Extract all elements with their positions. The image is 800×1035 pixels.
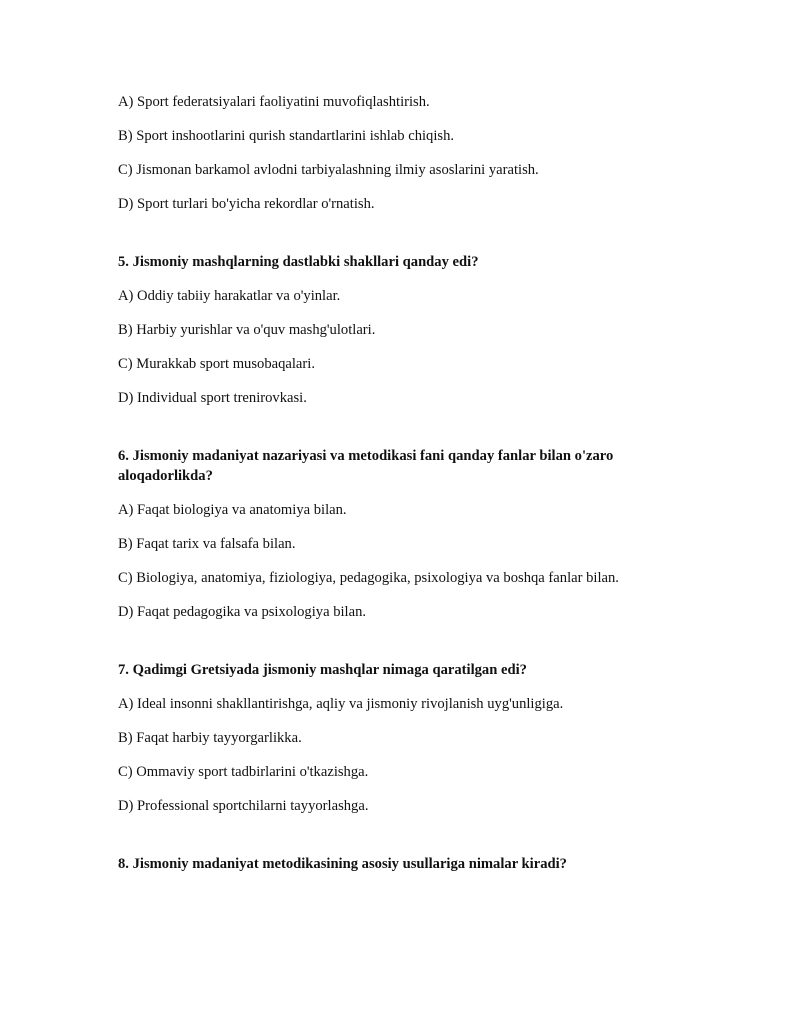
option-b: B) Harbiy yurishlar va o'quv mashg'ulotlari. [118,322,376,338]
option-a: A) Sport federatsiyalari faoliyatini muvofiqlashtirish. [118,94,430,110]
option-b: B) Faqat harbiy tayyorgarlikka. [118,730,302,746]
option-a: A) Faqat biologiya va anatomiya bilan. [118,502,347,518]
question-5-text: 5. Jismoniy mashqlarning dastlabki shakllari qanday edi? [118,254,479,270]
question-5 [118,252,678,408]
question-6-text: 6. Jismoniy madaniyat nazariyasi va metodikasi fani qanday fanlar bilan o'zaro aloqadorlikda? [118,448,614,484]
question-4-options [118,92,678,214]
option-a: A) Ideal insonni shakllantirishga, aqliy va jismoniy rivojlanish uyg'unligiga. [118,696,564,712]
option-c: C) Biologiya, anatomiya, fiziologiya, pedagogika, psixologiya va boshqa fanlar bilan. [118,570,619,586]
document-page [118,92,678,888]
question-6 [118,446,678,622]
option-d: D) Faqat pedagogika va psixologiya bilan. [118,604,367,620]
option-b: B) Sport inshootlarini qurish standartlarini ishlab chiqish. [118,128,455,144]
question-7-text: 7. Qadimgi Gretsiyada jismoniy mashqlar nimaga qaratilgan edi? [118,662,527,678]
option-c: C) Jismonan barkamol avlodni tarbiyalashning ilmiy asoslarini yaratish. [118,162,539,178]
option-b: B) Faqat tarix va falsafa bilan. [118,536,296,552]
question-8-text: 8. Jismoniy madaniyat metodikasining asosiy usullariga nimalar kiradi? [118,856,567,872]
question-8 [118,854,678,874]
option-c: C) Murakkab sport musobaqalari. [118,356,315,372]
option-d: D) Sport turlari bo'yicha rekordlar o'rnatish. [118,196,375,212]
option-a: A) Oddiy tabiiy harakatlar va o'yinlar. [118,288,341,304]
option-d: D) Individual sport trenirovkasi. [118,390,307,406]
option-c: C) Ommaviy sport tadbirlarini o'tkazishga. [118,764,369,780]
question-7 [118,660,678,816]
option-d: D) Professional sportchilarni tayyorlashga. [118,798,369,814]
